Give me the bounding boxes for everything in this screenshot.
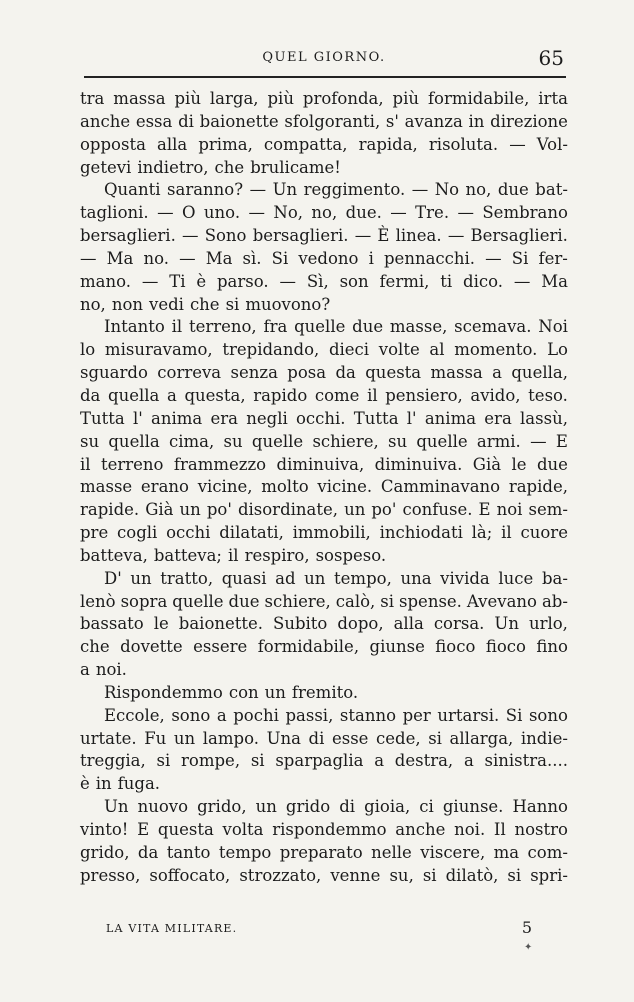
footer [106,918,532,940]
text-line: Tutta l' anima era negli occhi. Tutta l' anima era lassù, [80,408,568,428]
text-line: Intanto il terreno, fra quelle due masse, scemava. Noi [104,317,568,337]
text-line: D' un tratto, quasi ad un tempo, una vivida luce ba- [104,568,568,588]
text-line: grido, da tanto tempo preparato nelle viscere, ma com- [80,842,568,862]
text-line: lo misuravamo, trepidando, dieci volte al momento. Lo [80,340,568,360]
text-line: taglioni. — O uno. — No, no, due. — Tre. — Sembrano [80,203,568,223]
text-line: presso, soffocato, strozzato, venne su, si dilatò, si spri- [80,865,568,885]
header-rule [84,76,566,78]
text-line: getevi indietro, che brulicame! [80,157,341,177]
text-line: opposta alla prima, compatta, rapida, risoluta. — Vol- [80,134,568,154]
text-line: Rispondemmo con un fremito. [104,682,359,702]
running-head-title: QUEL GIORNO. [262,50,386,65]
text-line: il terreno frammezzo diminuiva, diminuiva. Già le due [80,454,568,474]
text-line: tra massa più larga, più profonda, più formidabile, irta [80,89,568,108]
text-line: che dovette essere formidabile, giunse fioco fioco fino [80,637,568,657]
text-line: sguardo correva senza posa da questa massa a quella, [80,363,568,383]
running-head [80,46,568,70]
body-text [80,88,568,888]
text-line: da quella a questa, rapido come il pensiero, avido, teso. [80,385,568,405]
text-line: anche essa di baionette sfolgoranti, s' avanza in direzione [80,111,568,131]
text-line: Quanti saranno? — Un reggimento. — No no, due bat- [104,180,568,200]
text-line: su quella cima, su quelle schiere, su quelle armi. — E [80,431,568,451]
text-line: no, non vedi che si muovono? [80,294,331,314]
text-line: è in fuga. [80,774,161,794]
ornament-mark: ✦ [524,942,533,953]
text-line: a noi. [80,660,127,680]
sheet-number: 5 [521,918,532,937]
text-line: Un nuovo grido, un grido di gioia, ci giunse. Hanno [104,797,568,817]
text-line: treggia, si rompe, si sparpaglia a destra, a sinistra.... [80,751,568,771]
text-line: mano. — Ti è parso. — Sì, son fermi, ti dico. — Ma [80,271,568,291]
text-line: pre cogli occhi dilatati, immobili, inchiodati là; il cuore [80,523,568,543]
text-line: bersaglieri. — Sono bersaglieri. — È linea. — Bersaglieri. [80,226,568,246]
text-line: rapide. Già un po' disordinate, un po' confuse. E noi sem- [80,500,568,520]
footer-signature: LA VITA MILITARE. [106,922,238,935]
page-number: 65 [538,46,564,70]
text-line: urtate. Fu un lampo. Una di esse cede, si allarga, indie- [80,728,568,748]
text-line: — Ma no. — Ma sì. Si vedono i pennacchi. — Si fer- [80,248,568,268]
text-line: lenò sopra quelle due schiere, calò, si spense. Avevano ab- [80,591,568,611]
text-line: bassato le baionette. Subito dopo, alla corsa. Un urlo, [80,614,568,634]
text-line: masse erano vicine, molto vicine. Camminavano rapide, [80,477,568,497]
text-line: vinto! E questa volta rispondemmo anche noi. Il nostro [80,820,568,839]
text-line: Eccole, sono a pochi passi, stanno per urtarsi. Si sono [104,705,568,725]
text-line: batteva, batteva; il respiro, sospeso. [80,545,387,565]
